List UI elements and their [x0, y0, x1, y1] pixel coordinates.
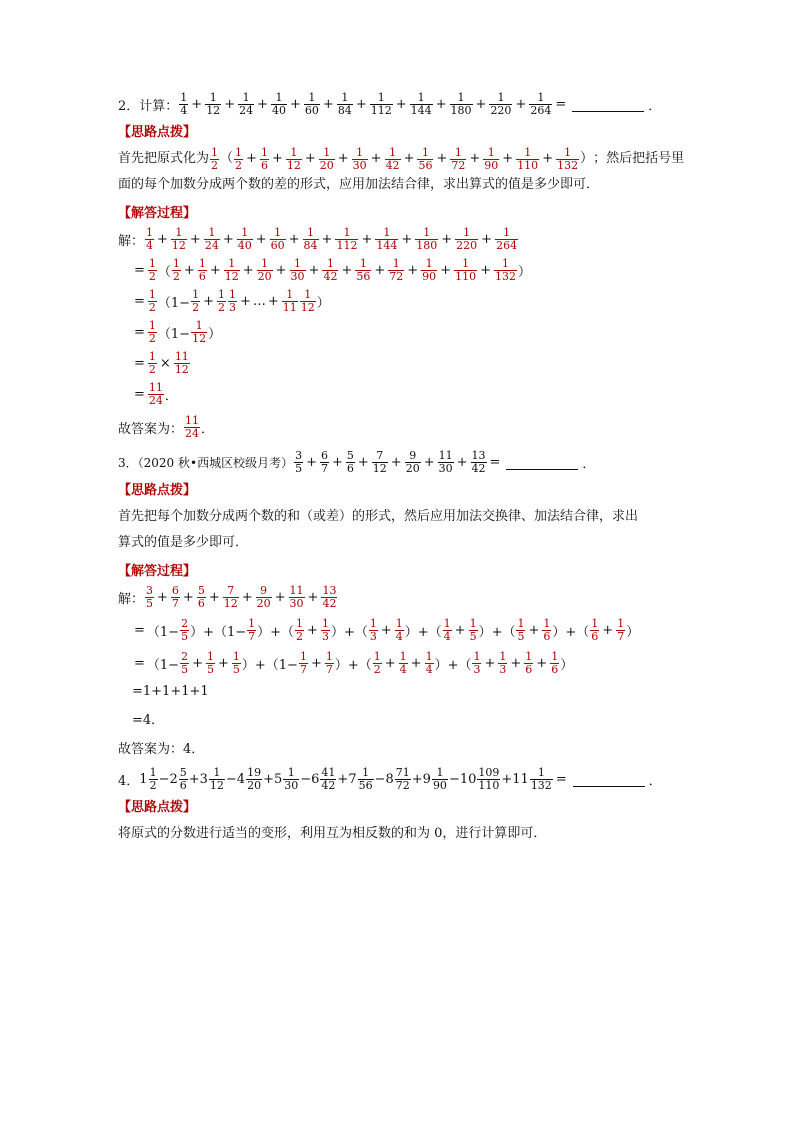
- fraction: $\frac{1}{30}$: [352, 145, 367, 172]
- fraction: $\frac{1}{60}$: [270, 226, 285, 252]
- q3-solution-heading: 【解答过程】: [118, 564, 197, 579]
- ellipsis: …: [252, 294, 266, 309]
- fraction: $\frac{1}{4}$: [180, 91, 188, 117]
- answer-blank: [572, 97, 644, 112]
- fraction: $\frac{1}{84}$: [303, 226, 318, 252]
- fraction: $\frac{1}{220}$: [490, 91, 512, 117]
- q3-sol-step3: =1+1+1+1: [132, 684, 209, 699]
- q3-sol-step4: =4．: [132, 713, 165, 728]
- q2-sol-step0: 解： $\frac{1}{4}$ + $\frac{1}{12}$ + $\frac{1}{24}$ + $\frac{1}{40}$ + $\frac{1}{60}$ + $\frac{1}{84}$ + $\frac{1}{112}$ + $\frac{1}{144}$ + $\frac{1}{180}$ + $\frac{1}{220}$ + $\frac{1}{264}$: [118, 226, 518, 252]
- q2-hint-heading: 【思路点拨】: [118, 125, 197, 140]
- q2-hint-text-b: ；然后把括号里: [593, 151, 685, 166]
- q3-hint-line1: 首先把每个加数分成两个数的和（或差）的形式，然后应用加法交换律、加法结合律，求出: [118, 509, 639, 524]
- fraction: $\frac{1}{132}$: [557, 145, 579, 172]
- fraction: $\frac{13}{42}$: [471, 449, 486, 475]
- q2-sol-label: 解：: [118, 234, 145, 249]
- fraction: $\frac{1}{132}$: [494, 257, 516, 283]
- fraction: $\frac{1}{24}$: [204, 226, 219, 252]
- fraction: $\frac{1}{112}$: [336, 226, 358, 252]
- fraction: $\frac{1}{60}$: [304, 91, 319, 117]
- fraction: $\frac{1}{2}$: [235, 145, 243, 172]
- q3-expression: $\frac{3}{5}$ + $\frac{6}{7}$ + $\frac{5}{6}$ + $\frac{7}{12}$ + $\frac{9}{20}$ + $\frac{11}{30}$ + $\frac{13}{42}$: [295, 449, 486, 475]
- fraction: $\frac{1}{144}$: [410, 91, 432, 117]
- fraction: $\frac{1}{40}$: [237, 226, 252, 252]
- q3-sol-label: 解：: [118, 592, 145, 607]
- q2-hint-line2: 面的每个加数分成两个数的差的形式，应用加法结合律，求出算式的值是多少即可．: [118, 177, 600, 192]
- fraction: $\frac{1}{72}$: [389, 257, 404, 283]
- fraction: $\frac{1}{90}$: [422, 257, 437, 283]
- q4-prefix: 4．: [118, 774, 140, 789]
- fraction: $\frac{1}{84}$: [337, 91, 352, 117]
- q3-sol-step2: = （1− $\frac{2}{5}$ + $\frac{1}{5}$ + $\frac{1}{5}$ ）+（1− $\frac{1}{7}$ + $\frac{1}{7}$ ）+（ $\frac{1}{2}$ + $\frac{1}{4}$ + $\frac{1}{4}$ ）+（ $\frac{1}{3}$ + $\frac{1}{3}$ + $\frac{1}{6}$ + $\frac{1}{6}$ ）: [134, 650, 574, 676]
- fraction: $\frac{1}{12}$: [224, 257, 239, 283]
- fraction: $\frac{1}{12}$: [286, 145, 301, 172]
- q3-prefix: 3．（2020 秋•西城区校级月考）: [118, 456, 294, 470]
- fraction: $\frac{1}{72}$: [451, 145, 466, 172]
- fraction: $\frac{1}{12}$: [171, 226, 186, 252]
- q4-hint-heading: 【思路点拨】: [118, 800, 197, 815]
- fraction: $\frac{1}{24}$: [239, 91, 254, 117]
- q2-sol-step1: = $\frac{1}{2}$ （ $\frac{1}{2}$ + $\frac{1}{6}$ + $\frac{1}{12}$ + $\frac{1}{20}$ + $\frac{1}{30}$ + $\frac{1}{42}$ + $\frac{1}{56}$ + $\frac{1}{72}$ + $\frac{1}{90}$ + $\frac{1}{110}$ + $\frac{1}{132}$ ）: [134, 257, 531, 283]
- fraction: $\frac{7}{12}$: [372, 449, 387, 475]
- fraction: $\frac{1}{144}$: [376, 226, 398, 252]
- fraction: $\frac{1}{56}$: [418, 145, 433, 172]
- fraction: $\frac{7}{12}$: [223, 584, 238, 610]
- q4-problem: 4． 1 $\frac{1}{2}$ −2 $\frac{5}{6}$ +3 $\frac{1}{12}$ −4 $\frac{19}{20}$ +5 $\frac{1}{30}$ −6 $\frac{41}{42}$ +7 $\frac{1}{56}$ −8 $\frac{71}{72}$ +9 $\frac{1}{90}$ −10 $\frac{109}{110}$ +11 $\frac{1}{132}$ = ．: [118, 766, 662, 792]
- fraction: $\frac{5}{6}$: [346, 449, 354, 475]
- q2-prefix: 2．计算：: [118, 99, 179, 114]
- fraction: $\frac{1}{12}$: [206, 91, 221, 117]
- fraction: $\frac{6}{7}$: [320, 449, 328, 475]
- fraction: $\frac{11}{30}$: [438, 449, 453, 475]
- q2-expression: $\frac{1}{4}$ + $\frac{1}{12}$ + $\frac{1}{24}$ + $\frac{1}{40}$ + $\frac{1}{60}$ + $\frac{1}{84}$ + $\frac{1}{112}$ + $\frac{1}{144}$ + $\frac{1}{180}$ + $\frac{1}{220}$ + $\frac{1}{264}$: [180, 91, 552, 117]
- fraction: $\frac{1}{4}$: [146, 226, 154, 252]
- fraction: $\frac{1}{2}$: [172, 257, 180, 283]
- fraction: $\frac{1}{110}$: [517, 145, 539, 172]
- fraction: $\frac{1}{264}$: [530, 91, 552, 117]
- fraction: $\frac{11}{30}$: [289, 584, 304, 610]
- fraction: $\frac{1}{56}$: [356, 257, 371, 283]
- fraction: $\frac{1}{30}$: [290, 257, 305, 283]
- q4-hint: 将原式的分数进行适当的变形，利用互为相反数的和为 0，进行计算即可．: [118, 826, 547, 841]
- answer-blank: [573, 772, 645, 787]
- answer-blank: [506, 455, 578, 470]
- answer-label: 故答案为：: [118, 422, 184, 437]
- fraction: $\frac{1}{6}$: [260, 145, 268, 172]
- q3-problem: 3．（2020 秋•西城区校级月考） $\frac{3}{5}$ + $\frac{6}{7}$ + $\frac{5}{6}$ + $\frac{7}{12}$ + $\frac{9}{20}$ + $\frac{11}{30}$ + $\frac{13}{42}$ = ．: [118, 449, 596, 475]
- fraction: $\frac{1}{110}$: [455, 257, 477, 283]
- q2-sol-step5: = $\frac{11}{24}$ ．: [134, 381, 178, 407]
- q3-hint-line2: 算式的值是多少即可．: [118, 535, 249, 550]
- fraction: $\frac{1}{180}$: [416, 226, 438, 252]
- fraction: $\frac{1}{20}$: [257, 257, 272, 283]
- fraction: $\frac{3}{5}$: [146, 584, 154, 610]
- fraction: $\frac{1}{42}$: [385, 145, 400, 172]
- q2-answer: 故答案为： $\frac{11}{24}$ ．: [118, 414, 215, 440]
- fraction: $\frac{1}{112}$: [370, 91, 392, 117]
- fraction: $\frac{1}{220}$: [456, 226, 478, 252]
- q2-hint-line1: 首先把原式化为 $\frac{1}{2}$ （ $\frac{1}{2}$ + $\frac{1}{6}$ + $\frac{1}{12}$ + $\frac{1}{20}$ + $\frac{1}{30}$ + $\frac{1}{42}$ + $\frac{1}{56}$ + $\frac{1}{72}$ + $\frac{1}{90}$ + $\frac{1}{110}$ + $\frac{1}{132}$ ） ；然后把括号里: [118, 145, 685, 172]
- fraction: $\frac{1}{90}$: [484, 145, 499, 172]
- q2-hint-text-a: 首先把原式化为: [118, 151, 210, 166]
- fraction: $\frac{9}{20}$: [256, 584, 271, 610]
- fraction: $\frac{1}{20}$: [319, 145, 334, 172]
- q2-sol-step3: = $\frac{1}{2}$ （1− $\frac{1}{12}$ ）: [134, 319, 222, 345]
- q2-problem: 2．计算： $\frac{1}{4}$ + $\frac{1}{12}$ + $\frac{1}{24}$ + $\frac{1}{40}$ + $\frac{1}{60}$ + $\frac{1}{84}$ + $\frac{1}{112}$ + $\frac{1}{144}$ + $\frac{1}{180}$ + $\frac{1}{220}$ + $\frac{1}{264}$ = ．: [118, 91, 662, 117]
- fraction: $\frac{9}{20}$: [405, 449, 420, 475]
- q2-sol-step4: = $\frac{1}{2}$ × $\frac{11}{12}$: [134, 350, 189, 376]
- q3-sol-step1: = （1− $\frac{2}{5}$ ）+（1− $\frac{1}{7}$ ）+（ $\frac{1}{2}$ + $\frac{1}{3}$ ）+（ $\frac{1}{3}$ + $\frac{1}{4}$ ）+（ $\frac{1}{4}$ + $\frac{1}{5}$ ）+（ $\frac{1}{5}$ + $\frac{1}{6}$ ）+（ $\frac{1}{6}$ + $\frac{1}{7}$ ）: [134, 617, 640, 643]
- q3-sol-step0: 解： $\frac{3}{5}$ + $\frac{6}{7}$ + $\frac{5}{6}$ + $\frac{7}{12}$ + $\frac{9}{20}$ + $\frac{11}{30}$ + $\frac{13}{42}$: [118, 584, 337, 610]
- fraction: $\frac{5}{6}$: [197, 584, 205, 610]
- fraction: $\frac{1}{180}$: [450, 91, 472, 117]
- document-page: [118, 91, 685, 847]
- fraction: $\frac{1}{6}$: [198, 257, 206, 283]
- q2-sol-step2: = $\frac{1}{2}$ （1− $\frac{1}{2}$ + $\frac{1}{2}$ $\frac{1}{3}$ + … + $\frac{1}{11}$ $\frac{1}{12}$ ）: [134, 288, 330, 314]
- fraction: $\frac{3}{5}$: [295, 449, 303, 475]
- fraction: $\frac{11}{24}$: [185, 414, 200, 440]
- fraction: $\frac{6}{7}$: [171, 584, 179, 610]
- q3-answer: 故答案为：4．: [118, 742, 205, 757]
- fraction: $\frac{13}{42}$: [322, 584, 337, 610]
- q3-hint-heading: 【思路点拨】: [118, 483, 197, 498]
- half-fraction: $\frac{1}{2}$: [211, 145, 219, 172]
- fraction: $\frac{1}{42}$: [323, 257, 338, 283]
- fraction: $\frac{1}{264}$: [496, 226, 518, 252]
- fraction: $\frac{1}{40}$: [272, 91, 286, 117]
- q2-solution-heading: 【解答过程】: [118, 206, 197, 221]
